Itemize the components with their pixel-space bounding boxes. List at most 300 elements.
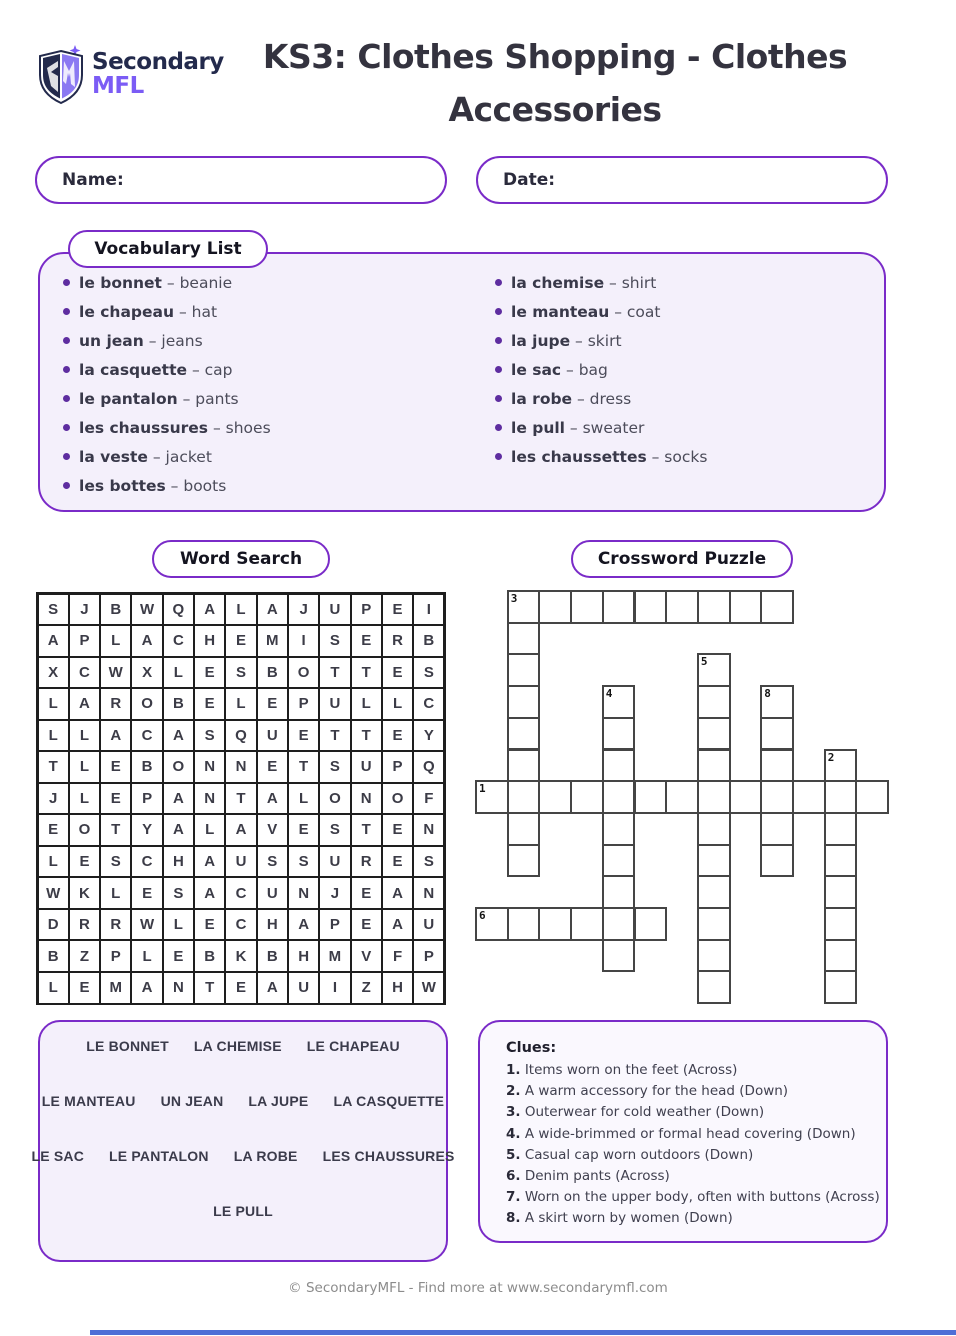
crossword-clue-number: 8 — [764, 687, 771, 701]
word-search-cell: A — [132, 973, 161, 1003]
word-search-cell: E — [70, 847, 99, 877]
word-search-cell: E — [195, 910, 224, 940]
word-search-cell: S — [226, 658, 255, 688]
word-bank-row — [31, 1148, 455, 1168]
word-search-cell: N — [195, 752, 224, 782]
word-search-cell: L — [289, 784, 318, 814]
word-search-cell: B — [414, 626, 443, 656]
crossword-cell — [507, 844, 541, 878]
crossword-cell — [760, 685, 794, 719]
clue-item — [506, 1145, 872, 1166]
word-search-cell: C — [132, 847, 161, 877]
word-search-cell: E — [101, 784, 130, 814]
clue-number: 3. — [506, 1104, 521, 1121]
word-search-cell: W — [39, 878, 68, 908]
word-bank-row — [40, 1203, 446, 1223]
word-search-cell: Z — [352, 973, 381, 1003]
word-search-cell: L — [39, 847, 68, 877]
word-search-cell: E — [289, 815, 318, 845]
word-search-cell: B — [164, 689, 193, 719]
clue-item — [506, 1166, 872, 1187]
clues-title: Clues: — [506, 1040, 557, 1056]
crossword-cell — [602, 780, 636, 814]
word-search-cell: I — [289, 626, 318, 656]
vocabulary-list-heading: Vocabulary List — [68, 230, 268, 268]
secondarymfl-logo — [36, 42, 224, 106]
word-search-cell: U — [352, 752, 381, 782]
word-search-cell: Q — [226, 721, 255, 751]
word-search-cell: A — [258, 595, 287, 625]
word-search-cell: W — [101, 658, 130, 688]
clue-text: Worn on the upper body, often with buttons (Across) — [520, 1189, 880, 1206]
vocab-meaning: – pants — [177, 389, 239, 408]
clue-number: 8. — [506, 1210, 521, 1227]
crossword-cell — [697, 875, 731, 909]
vocabulary-column-right — [492, 268, 707, 471]
word-search-cell: O — [164, 752, 193, 782]
word-search-cell: E — [383, 658, 412, 688]
vocabulary-column-left — [60, 268, 271, 500]
crossword-cell — [507, 812, 541, 846]
vocab-term: le manteau — [511, 302, 610, 321]
vocab-item — [60, 384, 271, 413]
bottom-edge-bar — [90, 1330, 956, 1335]
clue-item — [506, 1102, 872, 1123]
clue-text: A warm accessory for the head (Down) — [520, 1083, 789, 1100]
clue-text: Items worn on the feet (Across) — [520, 1062, 738, 1078]
word-bank-rows — [31, 1038, 455, 1258]
vocab-meaning: – jeans — [143, 331, 203, 350]
crossword-cell — [697, 907, 731, 941]
name-label: Name: — [62, 170, 124, 190]
crossword-cell — [729, 590, 763, 624]
crossword-cell — [760, 717, 794, 751]
word-search-cell: X — [39, 658, 68, 688]
word-search-cell: D — [39, 910, 68, 940]
word-search-heading: Word Search — [152, 540, 330, 578]
crossword-cell — [760, 590, 794, 624]
vocab-term: la veste — [79, 447, 148, 466]
word-search-cell: A — [101, 721, 130, 751]
crossword-cell — [507, 749, 541, 783]
crossword-cell — [697, 970, 731, 1004]
vocab-term: la chemise — [511, 273, 605, 292]
crossword-cell — [697, 653, 731, 687]
word-search-cell: Z — [70, 941, 99, 971]
crossword-cell — [475, 780, 509, 814]
word-search-cell: L — [39, 973, 68, 1003]
word-search-cell: J — [70, 595, 99, 625]
word-search-cell: E — [101, 752, 130, 782]
word-search-cell: U — [320, 689, 349, 719]
logo-brand-top: Secondary — [92, 48, 224, 75]
vocab-meaning: – shirt — [604, 273, 657, 292]
word-search-cell: A — [195, 595, 224, 625]
vocab-item — [60, 326, 271, 355]
word-search-cell: Y — [414, 721, 443, 751]
word-search-cell: P — [70, 626, 99, 656]
clue-text: Denim pants (Across) — [520, 1168, 670, 1185]
word-search-cell: U — [289, 973, 318, 1003]
date-field-box — [476, 156, 888, 204]
crossword-cell — [602, 907, 636, 941]
word-search-cell: T — [195, 973, 224, 1003]
word-bank-word: LA JUPE — [248, 1093, 309, 1109]
crossword-cell — [602, 749, 636, 783]
vocab-meaning: – skirt — [570, 331, 622, 350]
vocab-item — [492, 355, 707, 384]
vocab-item — [60, 297, 271, 326]
word-search-cell: S — [289, 847, 318, 877]
word-search-cell: M — [320, 941, 349, 971]
crossword-cell — [729, 780, 763, 814]
word-search-cell: N — [226, 752, 255, 782]
crossword-clue-number: 3 — [510, 592, 518, 605]
crossword-cell — [824, 875, 858, 909]
vocab-term: les chaussettes — [511, 447, 647, 466]
word-search-cell: U — [320, 847, 349, 877]
word-search-cell: E — [195, 689, 224, 719]
date-label: Date: — [503, 170, 556, 190]
word-search-cell: B — [39, 941, 68, 971]
word-search-cell: F — [414, 784, 443, 814]
vocab-term: la casquette — [79, 360, 188, 379]
word-search-cell: S — [258, 847, 287, 877]
clue-item — [506, 1124, 872, 1145]
word-bank-word: UN JEAN — [160, 1093, 224, 1109]
vocab-item — [60, 442, 271, 471]
clue-item — [506, 1060, 872, 1081]
vocab-item — [60, 268, 271, 297]
word-search-cell: B — [258, 658, 287, 688]
word-search-cell: O — [320, 784, 349, 814]
word-search-cell: X — [132, 658, 161, 688]
crossword-cell — [697, 685, 731, 719]
word-search-cell: L — [164, 910, 193, 940]
crossword-cell — [507, 685, 541, 719]
word-search-cell: H — [289, 941, 318, 971]
word-search-cell: W — [132, 910, 161, 940]
crossword-cell — [697, 590, 731, 624]
word-search-cell: N — [195, 784, 224, 814]
word-bank-word: LE SAC — [31, 1148, 85, 1164]
word-search-cell: U — [258, 878, 287, 908]
word-search-cell: P — [320, 910, 349, 940]
word-search-cell: S — [101, 847, 130, 877]
word-search-cell: T — [226, 784, 255, 814]
vocab-item — [60, 413, 271, 442]
word-search-cell: S — [320, 626, 349, 656]
word-search-cell: N — [289, 878, 318, 908]
word-search-cell: M — [258, 626, 287, 656]
vocab-meaning: – cap — [187, 360, 233, 379]
word-search-cell: S — [320, 815, 349, 845]
word-search-cell: T — [320, 658, 349, 688]
vocab-meaning: – coat — [609, 302, 661, 321]
word-search-cell: I — [414, 595, 443, 625]
word-search-cell: U — [258, 721, 287, 751]
word-search-cell: K — [70, 878, 99, 908]
word-search-cell: I — [320, 973, 349, 1003]
word-search-grid — [36, 592, 446, 1005]
word-search-cell: R — [101, 910, 130, 940]
word-search-cell: P — [289, 689, 318, 719]
word-search-cell: V — [352, 941, 381, 971]
name-field-box — [35, 156, 447, 204]
word-search-cell: N — [352, 784, 381, 814]
vocab-meaning: – hat — [174, 302, 218, 321]
word-search-cell: A — [383, 910, 412, 940]
word-search-cell: E — [132, 878, 161, 908]
vocab-meaning: – sweater — [564, 418, 645, 437]
word-search-cell: L — [70, 784, 99, 814]
vocab-term: les bottes — [79, 476, 166, 495]
clue-number: 2. — [506, 1083, 521, 1100]
crossword-cell — [570, 590, 604, 624]
vocab-item — [492, 384, 707, 413]
word-search-cell: S — [195, 721, 224, 751]
vocab-term: la jupe — [511, 331, 571, 350]
clue-number: 5. — [506, 1146, 521, 1163]
vocab-term: le chapeau — [79, 302, 175, 321]
word-search-cell: R — [352, 847, 381, 877]
vocab-item — [492, 413, 707, 442]
crossword-clue-number: 1 — [479, 782, 486, 796]
word-search-cell: U — [414, 910, 443, 940]
word-search-cell: K — [226, 941, 255, 971]
word-search-cell: A — [164, 721, 193, 751]
word-search-cell: A — [132, 626, 161, 656]
word-search-cell: L — [195, 815, 224, 845]
vocab-meaning: – socks — [646, 447, 708, 466]
word-search-cell: E — [226, 973, 255, 1003]
clue-number: 7. — [506, 1189, 521, 1206]
footer-copyright: © SecondaryMFL - Find more at www.secondarymfl.com — [288, 1280, 668, 1296]
crossword-cell — [538, 907, 572, 941]
word-search-cell: O — [132, 689, 161, 719]
word-search-cell: E — [195, 658, 224, 688]
crossword-cell — [538, 590, 572, 624]
crossword-clue-number: 5 — [700, 655, 708, 669]
word-search-cell: H — [383, 973, 412, 1003]
word-search-cell: J — [289, 595, 318, 625]
word-search-cell: W — [414, 973, 443, 1003]
crossword-clue-number: 6 — [479, 909, 486, 922]
word-search-cell: S — [164, 878, 193, 908]
crossword-cell — [760, 812, 794, 846]
crossword-cell — [538, 780, 572, 814]
crossword-grid — [475, 590, 891, 1006]
word-search-cell: L — [226, 595, 255, 625]
crossword-cell — [507, 653, 541, 687]
clue-text: A skirt worn by women (Down) — [520, 1210, 733, 1227]
crossword-cell — [507, 590, 541, 624]
word-search-cell: E — [164, 941, 193, 971]
crossword-cell — [760, 749, 794, 783]
word-search-cell: S — [320, 752, 349, 782]
word-search-cell: V — [258, 815, 287, 845]
word-search-cell: E — [289, 721, 318, 751]
word-search-cell: Q — [164, 595, 193, 625]
word-search-cell: A — [258, 973, 287, 1003]
crossword-cell — [792, 780, 826, 814]
clues-content — [506, 1040, 880, 1230]
vocab-meaning: – bag — [561, 360, 608, 379]
word-search-cell: T — [101, 815, 130, 845]
crossword-cell — [697, 749, 731, 783]
word-search-cell: L — [70, 721, 99, 751]
vocab-term: les chaussures — [79, 418, 209, 437]
word-search-cell: P — [132, 784, 161, 814]
vocab-term: le sac — [511, 360, 562, 379]
vocab-item — [492, 268, 707, 297]
word-bank-word: LA ROBE — [233, 1148, 298, 1164]
vocab-meaning: – shoes — [208, 418, 271, 437]
word-search-cell: B — [132, 752, 161, 782]
crossword-clue-number: 4 — [605, 687, 613, 701]
word-search-cell: E — [352, 910, 381, 940]
word-search-cell: F — [383, 941, 412, 971]
word-search-cell: E — [352, 626, 381, 656]
word-search-cell: P — [352, 595, 381, 625]
word-search-cell: E — [226, 626, 255, 656]
word-search-cell: T — [352, 721, 381, 751]
word-search-cell: U — [320, 595, 349, 625]
word-search-cell: E — [258, 689, 287, 719]
word-search-cell: P — [414, 941, 443, 971]
crossword-cell — [570, 907, 604, 941]
word-bank-box — [31, 1020, 455, 1262]
word-search-cell: C — [226, 878, 255, 908]
crossword-cell — [697, 780, 731, 814]
word-search-cell: L — [352, 689, 381, 719]
vocab-term: le pantalon — [79, 389, 178, 408]
word-search-cell: A — [226, 815, 255, 845]
word-search-cell: E — [383, 815, 412, 845]
word-search-cell: J — [320, 878, 349, 908]
word-bank-word: LE PANTALON — [109, 1148, 209, 1164]
crossword-cell — [602, 812, 636, 846]
crossword-cell — [824, 780, 858, 814]
crossword-puzzle-heading: Crossword Puzzle — [571, 540, 793, 578]
word-search-cell: A — [383, 878, 412, 908]
word-search-cell: T — [39, 752, 68, 782]
word-search-cell: C — [226, 910, 255, 940]
word-search-cell: P — [101, 941, 130, 971]
vocab-meaning: – beanie — [161, 273, 233, 292]
word-search-cell: C — [70, 658, 99, 688]
word-search-cell: R — [70, 910, 99, 940]
word-search-cell: B — [101, 595, 130, 625]
word-search-cell: A — [39, 626, 68, 656]
word-search-cell: L — [70, 752, 99, 782]
crossword-cell — [855, 780, 889, 814]
crossword-cell — [697, 812, 731, 846]
crossword-cell — [634, 590, 668, 624]
vocab-meaning: – jacket — [147, 447, 212, 466]
word-search-cell: A — [195, 847, 224, 877]
word-bank-word: LA CHEMISE — [193, 1038, 282, 1054]
page-title: KS3: Clothes Shopping - Clothes Accessories — [262, 37, 848, 129]
clue-number: 1. — [506, 1062, 521, 1078]
word-search-cell: L — [164, 658, 193, 688]
word-bank-word: LE CHAPEAU — [306, 1038, 400, 1054]
word-search-cell: L — [39, 721, 68, 751]
word-search-cell: P — [383, 752, 412, 782]
word-search-cell: R — [383, 626, 412, 656]
word-search-cell: A — [289, 910, 318, 940]
crossword-cell — [507, 622, 541, 656]
crossword-cell — [602, 939, 636, 973]
crossword-cell — [507, 780, 541, 814]
word-search-cell: Q — [414, 752, 443, 782]
crossword-cell — [665, 590, 699, 624]
vocab-item — [60, 355, 271, 384]
word-bank-word: LE BONNET — [86, 1038, 169, 1054]
word-bank-word: LE PULL — [213, 1203, 273, 1219]
word-search-cell: A — [70, 689, 99, 719]
word-search-cell: H — [258, 910, 287, 940]
word-bank-word: LA CASQUETTE — [333, 1093, 445, 1109]
crossword-cell — [570, 780, 604, 814]
crossword-cell — [697, 844, 731, 878]
word-search-cell: C — [164, 626, 193, 656]
clues-list — [506, 1060, 880, 1230]
word-search-cell: W — [132, 595, 161, 625]
vocab-meaning: – boots — [165, 476, 227, 495]
word-bank-word: LES CHAUSSURES — [322, 1148, 455, 1164]
word-search-cell: E — [383, 595, 412, 625]
word-search-cell: N — [164, 973, 193, 1003]
word-search-cell: E — [352, 878, 381, 908]
crossword-cell — [697, 717, 731, 751]
word-search-cell: O — [383, 784, 412, 814]
word-search-cell: A — [258, 784, 287, 814]
word-search-cell: L — [132, 941, 161, 971]
word-search-cell: S — [414, 847, 443, 877]
vocab-item — [60, 471, 271, 500]
word-search-cell: L — [226, 689, 255, 719]
vocab-term: le pull — [511, 418, 565, 437]
crossword-cell — [602, 844, 636, 878]
crossword-cell — [760, 780, 794, 814]
word-search-cell: N — [414, 815, 443, 845]
crossword-cell — [475, 907, 509, 941]
vocab-item — [492, 326, 707, 355]
crossword-cell — [602, 685, 636, 719]
vocab-meaning: – dress — [572, 389, 632, 408]
vocab-item — [492, 442, 707, 471]
crossword-cell — [824, 907, 858, 941]
word-search-cell: E — [39, 815, 68, 845]
crossword-cell — [665, 780, 699, 814]
word-search-cell: S — [39, 595, 68, 625]
word-search-cell: T — [289, 752, 318, 782]
word-search-cell: H — [164, 847, 193, 877]
word-search-cell: L — [383, 689, 412, 719]
vocab-item — [492, 297, 707, 326]
crossword-cell — [697, 939, 731, 973]
word-search-cell: O — [70, 815, 99, 845]
word-search-cell: E — [383, 847, 412, 877]
logo-brand-bottom: MFL — [92, 72, 144, 99]
crossword-cell — [507, 717, 541, 751]
word-search-cell: A — [164, 784, 193, 814]
crossword-cell — [602, 717, 636, 751]
word-search-cell: T — [352, 658, 381, 688]
word-search-cell: M — [101, 973, 130, 1003]
clue-item — [506, 1187, 880, 1208]
